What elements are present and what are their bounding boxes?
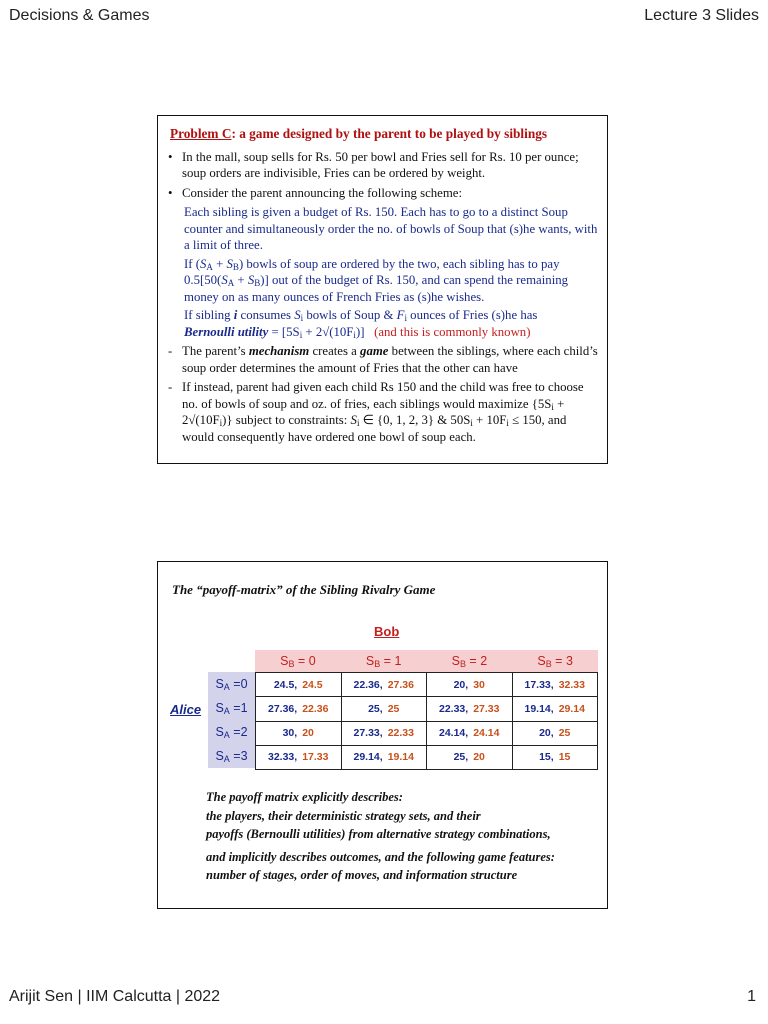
payoff-cell: 20, 30 bbox=[427, 673, 513, 697]
row-header: $S_A =3$ bbox=[215, 749, 248, 764]
payoff-matrix-table bbox=[255, 672, 598, 770]
payoff-cell: 29.14, 19.14 bbox=[341, 745, 427, 769]
payoff-cell: 32.33, 17.33 bbox=[256, 745, 342, 769]
payoff-cell: 30, 20 bbox=[256, 721, 342, 745]
slide2-title: The “payoff-matrix” of the Sibling Rivalry Game bbox=[172, 582, 436, 597]
dash-alternative: - If instead, parent had given each child Rs 150 and the child was free to choose no. of bowls of soup and oz. of fries, each siblings would maximize $\{5S_i + 2√(10F_i)\}$ subject to constraints: $S_i$ ∈ {0, 1, 2, 3} & $50S_i + 10F_i \le 150$, and would consequently have ordered one bowl of soup each. bbox=[168, 380, 584, 444]
col-header: $S_B = 1$ bbox=[365, 654, 402, 669]
row-header: $S_A =1$ bbox=[215, 701, 248, 716]
note-line: payoffs (Bernoulli utilities) from alternative strategy combinations, bbox=[206, 827, 551, 841]
payoff-cell: 24.14, 24.14 bbox=[427, 721, 513, 745]
payoff-cell: 24.5, 24.5 bbox=[256, 673, 342, 697]
note-line: and implicitly describes outcomes, and the following game features: bbox=[206, 849, 555, 864]
note-line: the players, their deterministic strategy sets, and their bbox=[206, 808, 481, 823]
slide-payoff-matrix bbox=[157, 561, 608, 909]
row-header: $S_A =0$ bbox=[215, 677, 248, 692]
common-knowledge-note: (and this is commonly known) bbox=[374, 324, 531, 339]
table-row bbox=[256, 697, 598, 721]
payoff-cell: 20, 25 bbox=[512, 721, 598, 745]
player-bob-label: Bob bbox=[374, 624, 400, 639]
payoff-cell: 25, 20 bbox=[427, 745, 513, 769]
row-header: $S_A =2$ bbox=[215, 725, 248, 740]
table-row bbox=[256, 745, 598, 769]
footer-page-number: 1 bbox=[747, 988, 756, 1005]
table-row bbox=[256, 673, 598, 697]
payoff-cell: 19.14, 29.14 bbox=[512, 697, 598, 721]
bullet-scheme: • Consider the parent announcing the following scheme: bbox=[168, 185, 463, 200]
dash-mechanism: - The parent’s mechanism creates a game between the siblings, where each child’s soup order determines the amount of Fries that the other can have bbox=[168, 344, 598, 375]
header-course-title: Decisions & Games bbox=[9, 7, 150, 24]
header-lecture-title: Lecture 3 Slides bbox=[644, 7, 759, 24]
payoff-cell: 25, 25 bbox=[341, 697, 427, 721]
payoff-cell: 27.33, 22.33 bbox=[341, 721, 427, 745]
payoff-matrix-description bbox=[206, 788, 606, 885]
payoff-cell: 22.36, 27.36 bbox=[341, 673, 427, 697]
payoff-cell: 22.33, 27.33 bbox=[427, 697, 513, 721]
column-headers bbox=[255, 650, 598, 672]
payoff-cell: 15, 15 bbox=[512, 745, 598, 769]
payoff-cell: 17.33, 32.33 bbox=[512, 673, 598, 697]
slide1-title: Problem C: a game designed by the parent to be played by siblings bbox=[170, 126, 548, 141]
footer-author: Arijit Sen | IIM Calcutta | 2022 bbox=[9, 988, 221, 1005]
table-row bbox=[256, 721, 598, 745]
col-header: $S_B = 0$ bbox=[280, 654, 316, 669]
note-line: The payoff matrix explicitly describes: bbox=[206, 790, 403, 804]
scheme-utility: If sibling i consumes $S_i$ bowls of Soup & $F_i$ ounces of Fries (s)he has Bernoulli utility = $[5S_i + 2√(10F_i)]$ (and this is commonly known) bbox=[184, 308, 538, 340]
scheme-payment: If $(S_A + S_B)$ bowls of soup are ordered by the two, each sibling has to pay $0.5[50(S_A + S_B)]$ out of the budget of Rs. 150, and can spend the remaining money on as many ounces of French Fries as (s)he wishes. bbox=[184, 256, 569, 304]
player-alice-label: Alice bbox=[170, 702, 202, 717]
payoff-cell: 27.36, 22.36 bbox=[256, 697, 342, 721]
col-header: $S_B = 3$ bbox=[537, 654, 573, 669]
note-line: number of stages, order of moves, and information structure bbox=[206, 868, 518, 882]
bullet-prices: • In the mall, soup sells for Rs. 50 per bowl and Fries sell for Rs. 10 per ounce; soup orders are indivisible, Fries can be ordered by weight. bbox=[168, 149, 579, 180]
col-header: $S_B = 2$ bbox=[451, 654, 488, 669]
row-headers bbox=[208, 672, 255, 768]
slide-problem-c bbox=[157, 115, 608, 464]
scheme-budget: Each sibling is given a budget of Rs. 150. Each has to go to a distinct Soup counter and simultaneously order the no. of bowls of Soup that (s)he wants, with a limit of three. bbox=[184, 205, 598, 252]
